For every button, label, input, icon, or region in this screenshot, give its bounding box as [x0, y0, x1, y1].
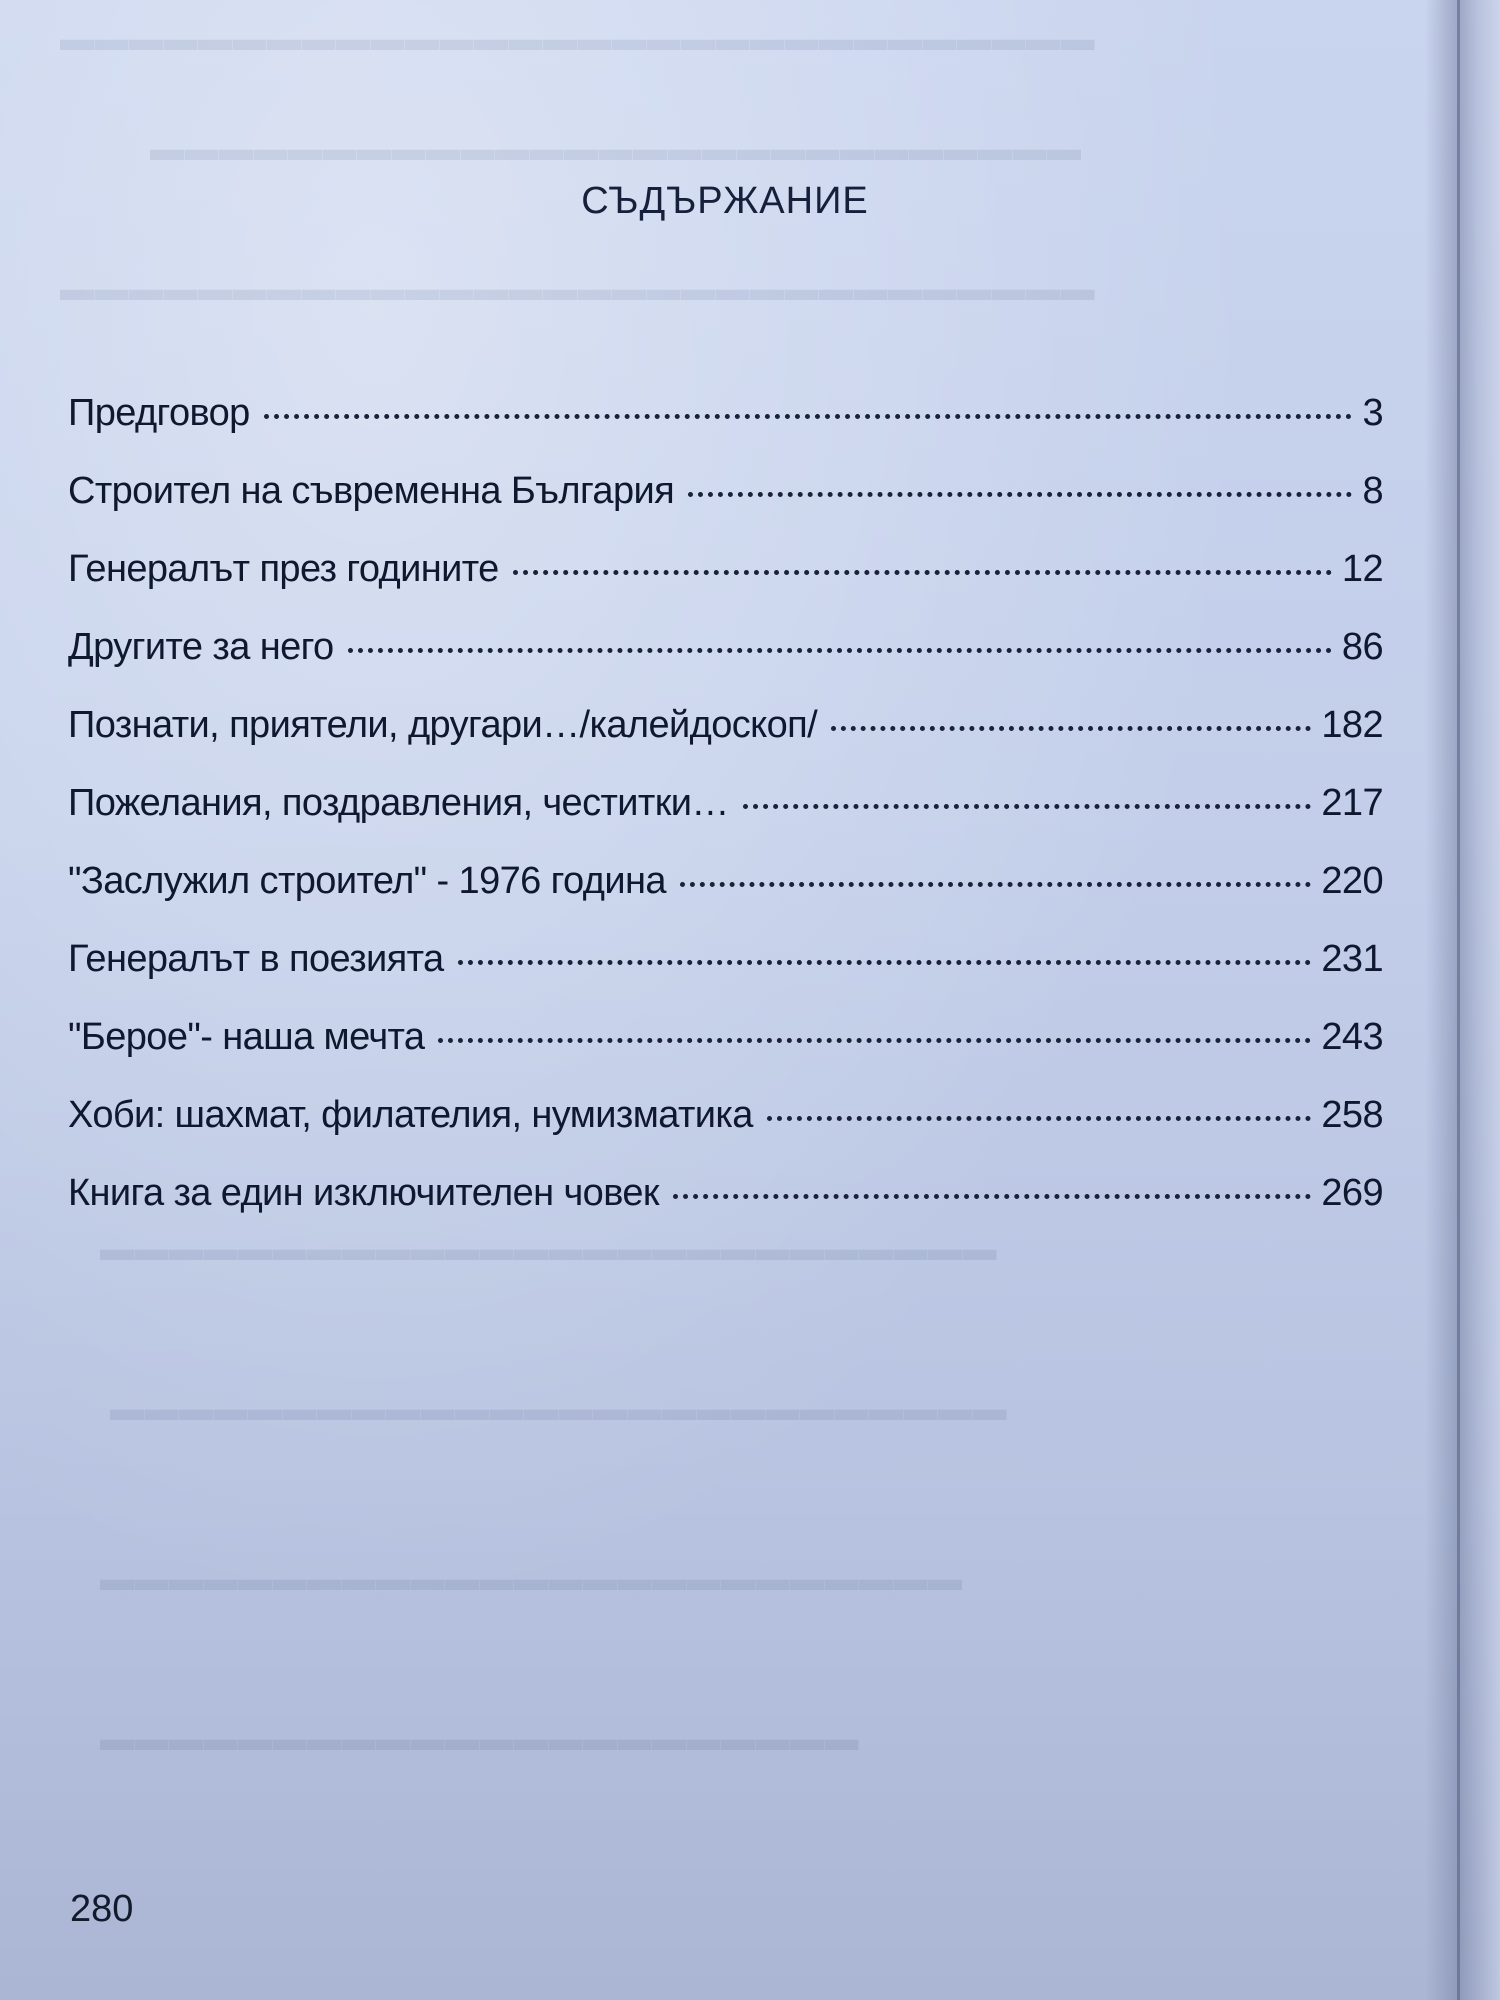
toc-entry-title: Книга за един изключителен човек — [68, 1172, 659, 1214]
toc-entry-page: 217 — [1321, 782, 1383, 824]
page-number: 280 — [70, 1888, 134, 1930]
toc-entry-page: 12 — [1341, 548, 1383, 590]
bleed-through-texture: ▬▬▬▬▬▬▬▬▬▬▬▬▬▬▬▬▬▬▬▬▬▬▬▬▬▬ — [100, 1230, 997, 1268]
bleed-through-texture: ▬▬▬▬▬▬▬▬▬▬▬▬▬▬▬▬▬▬▬▬▬▬▬▬▬▬ — [110, 1390, 1007, 1428]
toc-entry-title: Предговор — [68, 392, 250, 434]
toc-entry — [68, 470, 1383, 548]
dot-leader — [438, 1038, 1311, 1043]
toc-entry-page: 8 — [1362, 470, 1383, 512]
toc-entry-title: Строител на съвременна България — [68, 470, 675, 512]
toc-entry-page: 243 — [1321, 1016, 1383, 1058]
toc-entry — [68, 548, 1383, 626]
toc-entry-page: 231 — [1321, 938, 1383, 980]
dot-leader — [688, 492, 1352, 497]
dot-leader — [264, 414, 1353, 419]
toc-entry — [68, 1094, 1383, 1172]
dot-leader — [513, 570, 1332, 575]
toc-entry — [68, 860, 1383, 938]
toc-entry — [68, 704, 1383, 782]
dot-leader — [348, 648, 1332, 653]
table-of-contents — [68, 392, 1383, 1250]
toc-entry-page: 220 — [1321, 860, 1383, 902]
toc-entry — [68, 392, 1383, 470]
bleed-through-texture: ▬▬▬▬▬▬▬▬▬▬▬▬▬▬▬▬▬▬▬▬▬▬▬▬▬▬▬ — [150, 130, 1082, 168]
dot-leader — [680, 882, 1312, 887]
toc-entry — [68, 1016, 1383, 1094]
dot-leader — [831, 726, 1311, 731]
toc-entry — [68, 626, 1383, 704]
dot-leader — [458, 960, 1312, 965]
toc-entry-title: Пожелания, поздравления, честитки… — [68, 782, 729, 824]
toc-entry-title: Генералът през годините — [68, 548, 499, 590]
toc-entry — [68, 1172, 1383, 1250]
toc-entry — [68, 782, 1383, 860]
dot-leader — [767, 1116, 1312, 1121]
toc-entry — [68, 938, 1383, 1016]
bleed-through-texture: ▬▬▬▬▬▬▬▬▬▬▬▬▬▬▬▬▬▬▬▬▬▬ — [100, 1720, 859, 1758]
toc-entry-page: 269 — [1321, 1172, 1383, 1214]
toc-entry-page: 258 — [1321, 1094, 1383, 1136]
bleed-through-texture: ▬▬▬▬▬▬▬▬▬▬▬▬▬▬▬▬▬▬▬▬▬▬▬▬▬▬▬▬▬▬ — [60, 20, 1095, 58]
toc-entry-title: Познати, приятели, другари…/калейдоскоп/ — [68, 704, 818, 746]
bleed-through-texture: ▬▬▬▬▬▬▬▬▬▬▬▬▬▬▬▬▬▬▬▬▬▬▬▬▬ — [100, 1560, 963, 1598]
toc-entry-page: 182 — [1321, 704, 1383, 746]
dot-leader — [673, 1194, 1311, 1199]
toc-entry-title: "Заслужил строител" - 1976 година — [68, 860, 666, 902]
toc-entry-title: Генералът в поезията — [68, 938, 444, 980]
toc-entry-title: Другите за него — [68, 626, 334, 668]
toc-entry-page: 3 — [1362, 392, 1383, 434]
page-title: СЪДЪРЖАНИЕ — [581, 180, 869, 222]
bleed-through-texture: ▬▬▬▬▬▬▬▬▬▬▬▬▬▬▬▬▬▬▬▬▬▬▬▬▬▬▬▬▬▬ — [60, 270, 1095, 308]
toc-entry-page: 86 — [1341, 626, 1383, 668]
toc-entry-title: Хоби: шахмат, филателия, нумизматика — [68, 1094, 753, 1136]
dot-leader — [743, 804, 1312, 809]
page-fold-line — [1457, 0, 1460, 2000]
page-gutter-shadow — [1425, 0, 1500, 2000]
toc-entry-title: "Берое"- наша мечта — [68, 1016, 425, 1058]
